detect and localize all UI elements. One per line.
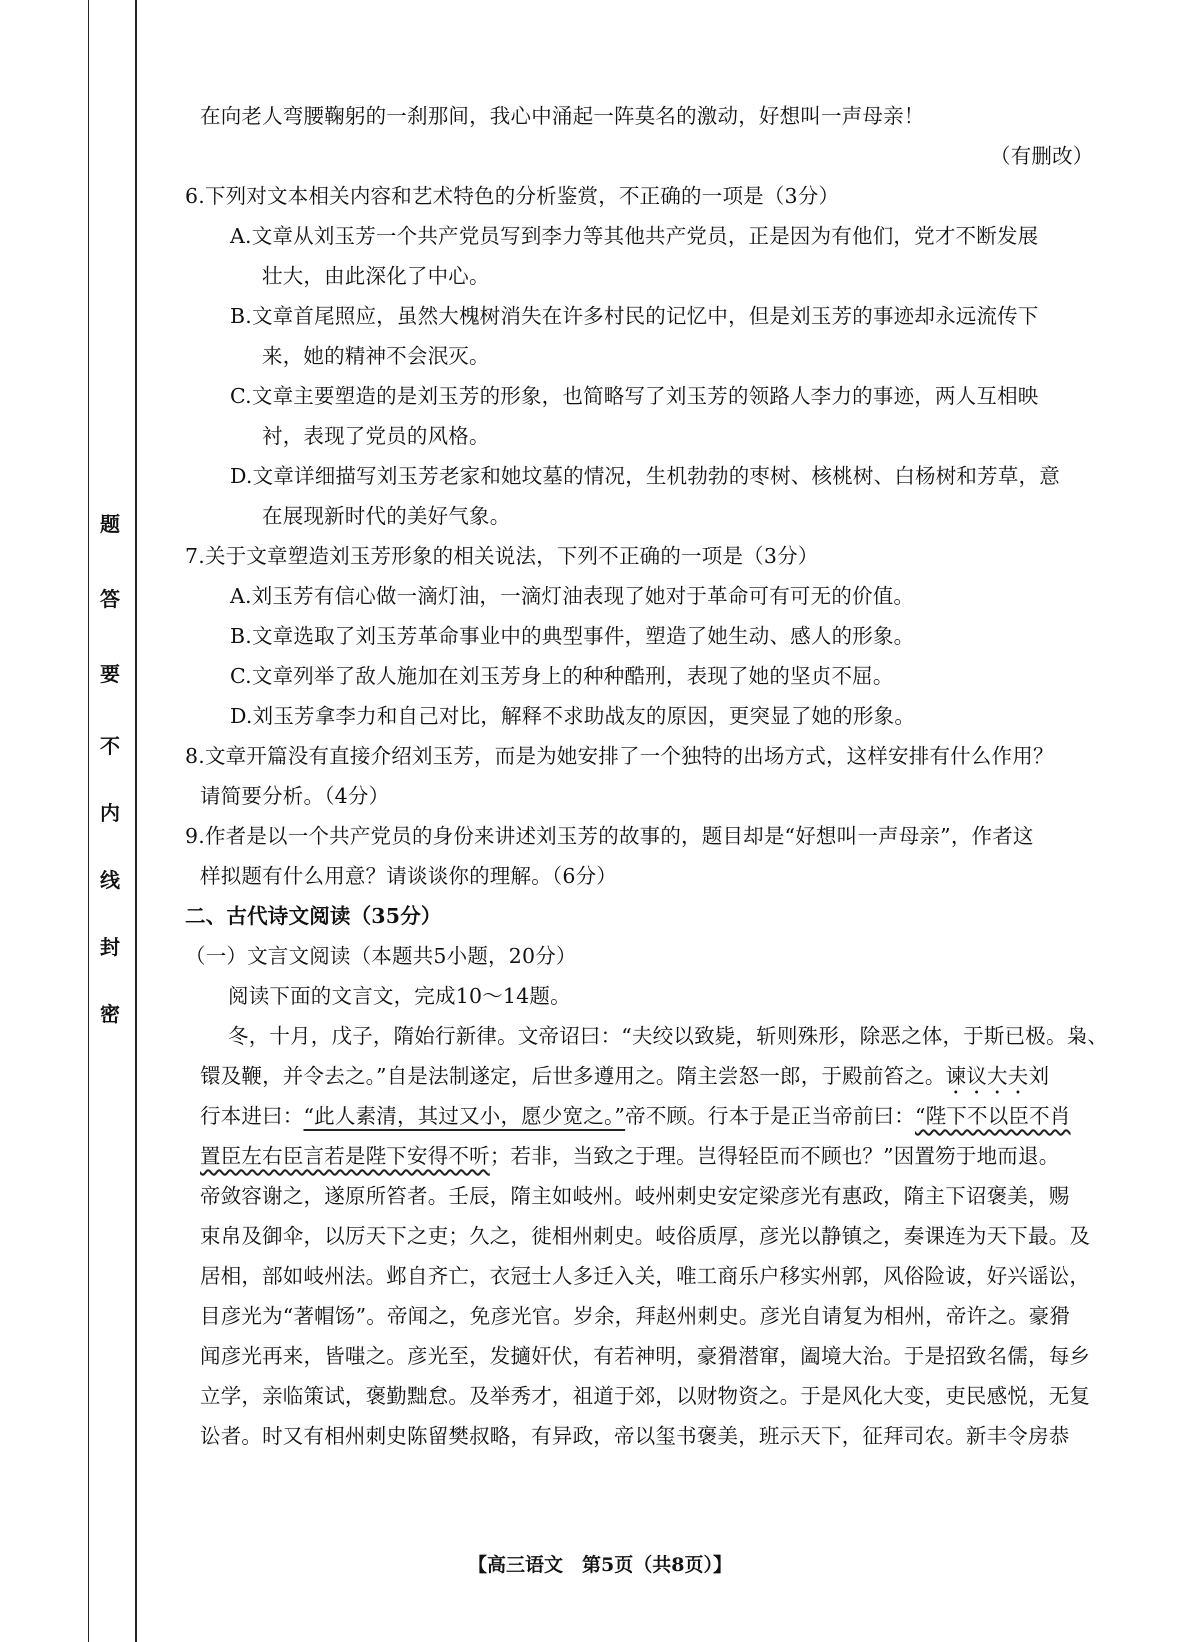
text-segment: 镮及鞭，并令去之。”自是法制遂定，后世多遵用之。隋主尝怒一郎，于殿前笞之。 [200,1064,946,1088]
classical-text-line-6: 束帛及御伞，以厉天下之吏；久之，徙相州刺史。岐俗质厚，彦光以静镇之，奏课连为天下最。及 [200,1224,1091,1248]
section-2-heading: 二、古代诗文阅读（35分） [185,904,442,928]
reading-instruction: 阅读下面的文言文，完成10～14题。 [228,984,571,1008]
underlined-quote: “此人素清，其过又小，愿少宽之。” [303,1104,626,1128]
q6-option-a: A.文章从刘玉芳一个共产党员写到李力等其他共产党员，正是因为有他们，党才不断发展 [230,224,1039,248]
q6-option-b: B.文章首尾照应，虽然大槐树消失在许多村民的记忆中，但是刘玉芳的事迹却永远流传下 [230,304,1039,328]
wavy-underlined-text: “陛下不以臣不肖 [914,1104,1071,1128]
question-6: 6.下列对文本相关内容和艺术特色的分析鉴赏，不正确的一项是（3分） [185,184,840,208]
text-segment: 行本进曰： [200,1104,304,1128]
seal-char-8: 题 [95,510,125,538]
classical-text-line-10: 立学，亲临策试，褒勤黜怠。及举秀才，祖道于郊，以财物资之。于是风化大变，吏民感悦，无复 [200,1384,1091,1408]
dotted-term: 谏议大夫 [945,1064,1029,1088]
page-footer: 【高三语文 第5页（共8页）】 [468,1554,732,1576]
q6-option-c: C.文章主要塑造的是刘玉芳的形象，也简略写了刘玉芳的领路人李力的事迹，两人互相映 [230,384,1039,408]
section-2-1-heading: （一）文言文阅读（本题共5小题，20分） [185,944,577,968]
seal-char-4: 内 [95,799,125,827]
q6-option-c-cont: 衬，表现了党员的风格。 [262,424,490,448]
wavy-underlined-text: 置臣左右臣言若是陛下安得不听 [200,1144,490,1168]
passage-closing-line: 在向老人弯腰鞠躬的一刹那间，我心中涌起一阵莫名的激动，好想叫一声母亲！ [200,104,925,128]
text-segment: ；若非，当致之于理。岂得轻臣而不顾也？”因置笏于地而退。 [489,1144,1060,1168]
classical-text-line-1: 冬，十月，戊子，隋始行新律。文帝诏曰：“夫绞以致毙，斩则殊形，除恶之体，于斯已极。枭、 [228,1024,1109,1048]
q7-option-b: B.文章选取了刘玉芳革命事业中的典型事件，塑造了她生动、感人的形象。 [230,624,915,648]
seal-char-7: 答 [95,585,125,613]
q6-option-d: D.文章详细描写刘玉芳老家和她坟墓的情况，生机勃勃的枣树、核桃树、白杨树和芳草，意 [230,464,1060,488]
q7-option-a: A.刘玉芳有信心做一滴灯油，一滴灯油表现了她对于革命可有可无的价值。 [230,584,915,608]
q6-option-b-cont: 来，她的精神不会泯灭。 [262,344,490,368]
text-segment: 刘 [1028,1064,1050,1088]
binding-margin [0,0,138,1642]
question-9-cont: 样拟题有什么用意？请谈谈你的理解。（6分） [200,864,617,888]
seal-char-6: 要 [95,660,125,688]
classical-text-line-4 [200,1136,1059,1176]
question-9: 9.作者是以一个共产党员的身份来讲述刘玉芳的故事的，题目却是“好想叫一声母亲”，作者这 [185,824,1034,848]
classical-text-line-11: 讼者。时又有相州刺史陈留樊叔略，有异政，帝以玺书褒美，班示天下，征拜司农。新丰令房恭 [200,1424,1070,1448]
question-7: 7.关于文章塑造刘玉芳形象的相关说法，下列不正确的一项是（3分） [185,544,819,568]
classical-text-line-3 [200,1096,1071,1136]
classical-text-line-5: 帝敛容谢之，遂原所笞者。壬辰，隋主如岐州。岐州刺史安定梁彦光有惠政，隋主下诏褒美，赐 [200,1184,1070,1208]
classical-text-line-7: 居相，部如岐州法。邺自齐亡，衣冠士人多迁入关，唯工商乐户移实州郭，风俗险诐，好兴谣讼， [200,1264,1091,1288]
question-8: 8.文章开篇没有直接介绍刘玉芳，而是为她安排了一个独特的出场方式，这样安排有什么作用？ [185,744,1054,768]
q7-option-c: C.文章列举了敌人施加在刘玉芳身上的种种酷刑，表现了她的坚贞不屈。 [230,664,894,688]
margin-line-outer [88,0,89,1642]
q7-option-d: D.刘玉芳拿李力和自己对比，解释不求助战友的原因，更突显了她的形象。 [230,704,916,728]
seal-char-5: 不 [95,732,125,760]
classical-text-line-9: 闻彦光再来，皆嗤之。彦光至，发擿奸伏，有若神明，豪猾潜窜，阖境大治。于是招致名儒，每乡 [200,1344,1091,1368]
seal-char-1: 密 [95,1000,125,1028]
seal-char-2: 封 [95,933,125,961]
q6-option-d-cont: 在展现新时代的美好气象。 [262,504,511,528]
question-8-cont: 请简要分析。（4分） [200,784,390,808]
seal-char-3: 线 [95,866,125,894]
classical-text-line-2 [200,1056,1049,1099]
margin-line-inner [135,0,137,1642]
text-segment: 帝不顾。行本于是正当帝前曰： [625,1104,915,1128]
q6-option-a-cont: 壮大，由此深化了中心。 [262,264,490,288]
revision-note: （有删改） [990,144,1094,168]
classical-text-line-8: 目彦光为“著帽饧”。帝闻之，免彦光官。岁余，拜赵州刺史。彦光自请复为相州，帝许之。豪猾 [200,1304,1071,1328]
